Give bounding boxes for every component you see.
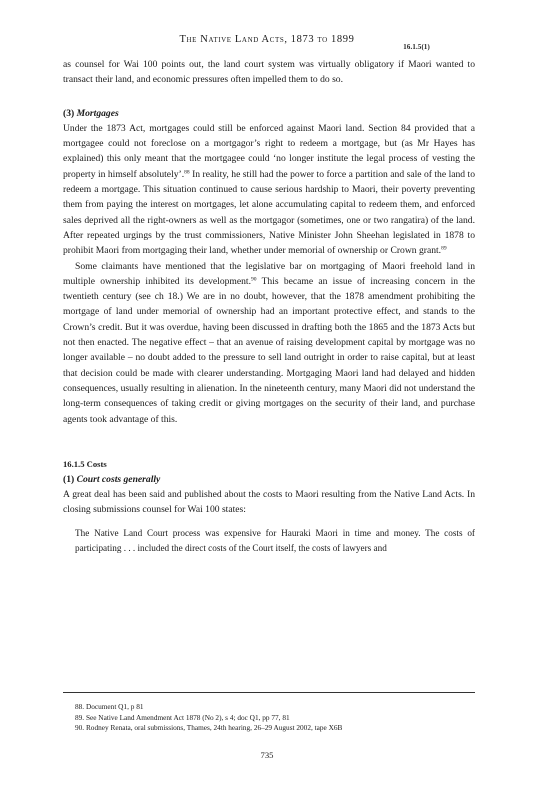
mortgages-p2-text-b: This became an issue of increasing concern in the twentieth century (see ch 18.) We are in no doubt, however, that the 1878 amendment prohibiting the mortgage of land under memorial of ownership had an important protective effect, and stands to the Crown’s credit. But it was overdue, having been discussed in drafting both the 1865 and the 1873 Acts but not then enacted. The negative effect – that an avenue of raising development capital by mortgage was no longer available – no doubt added to the pressure to sell land outright in order to raise capital, but at least that decision could be made with clearer understanding. Mortgaging Maori land had delayed and hidden consequences, usually resulting in alienation. In the nineteenth century, many Maori did not understand the long-term consequences of taking credit or giving mortgages on the security of their land, and purchase agents took advantage of this. — [63, 275, 475, 425]
mortgages-heading-title: Mortgages — [76, 107, 119, 119]
mortgages-p2-text-a: Some claimants have mentioned that the legislative bar on mortgaging of Maori freehold land in multiple ownership inhibited its development. — [63, 260, 475, 287]
mortgages-heading — [63, 106, 475, 121]
footnote-89: 89. See Native Land Amendment Act 1878 (No 2), s 4; doc Q1, pp 77, 81 — [75, 712, 290, 722]
mortgages-paragraph-1 — [63, 121, 475, 259]
footnote-ref-88: 88 — [184, 169, 190, 176]
block-quote — [63, 526, 475, 557]
costs-heading-title: Court costs generally — [76, 473, 161, 485]
costs-generally-heading — [63, 472, 475, 487]
mortgages-paragraph-2 — [63, 259, 475, 427]
running-title: The Native Land Acts, 1873 to 1899 — [179, 34, 355, 45]
mortgages-p1-text-a: Under the 1873 Act, mortgages could still be enforced against Maori land. Section 84 provided that a mortgagee could not foreclose on a mortgagor’s right to redeem a mortgage, but (as Mr Hayes has explained) this only meant that the mortgagee could ‘no longer institute the legal process of vesting the property in himself absolutely’. — [63, 122, 475, 180]
continued-paragraph: as counsel for Wai 100 points out, the land court system was virtually obligatory if Maori wanted to transact their land, and economic pressures often impelled them to do so. — [63, 59, 475, 86]
page-number: 735 — [260, 750, 274, 760]
quote-text: The Native Land Court process was expensive for Hauraki Maori in time and money. The costs of participating . . . included the direct costs of the Court itself, the costs of lawyers and — [75, 527, 475, 554]
section-reference: 16.1.5(1) — [403, 44, 430, 51]
mortgages-heading-number: (3) — [63, 107, 75, 119]
footnotes — [75, 702, 475, 734]
costs-paragraph: A great deal has been said and published about the costs to Maori resulting from the Native Land Acts. In closing submissions counsel for Wai 100 states: — [63, 489, 475, 516]
footnote-90: 90. Rodney Renata, oral submissions, Thames, 24th hearing, 26–29 August 2002, tape X6B — [75, 723, 343, 733]
costs-heading-number: (1) — [63, 473, 75, 485]
footnote-ref-89: 89 — [441, 245, 447, 252]
footnote-ref-90: 90 — [251, 276, 257, 283]
footnote-rule — [63, 692, 475, 693]
running-head — [0, 34, 534, 45]
footnote-88: 88. Document Q1, p 81 — [75, 702, 144, 711]
costs-section-heading: 16.1.5 Costs — [63, 458, 107, 469]
text-column — [63, 57, 475, 556]
mortgages-p1-text-b: In reality, he still had the power to force a partition and sale of the land to redeem a mortgage. This situation continued to cause serious hardship to Maori, their poverty preventing them from paying the interest on mortgages, let alone accumulating capital to redeem them, and enforced sales deprived all the right-owners as well as the mortgagor (sometimes, one or two rangatira) of the land. After repeated urgings by the trust commissioners, Native Minister John Sheehan legislated in 1878 to prohibit Maori from mortgaging their land, whether under memorial of ownership or Crown grant. — [63, 168, 476, 257]
